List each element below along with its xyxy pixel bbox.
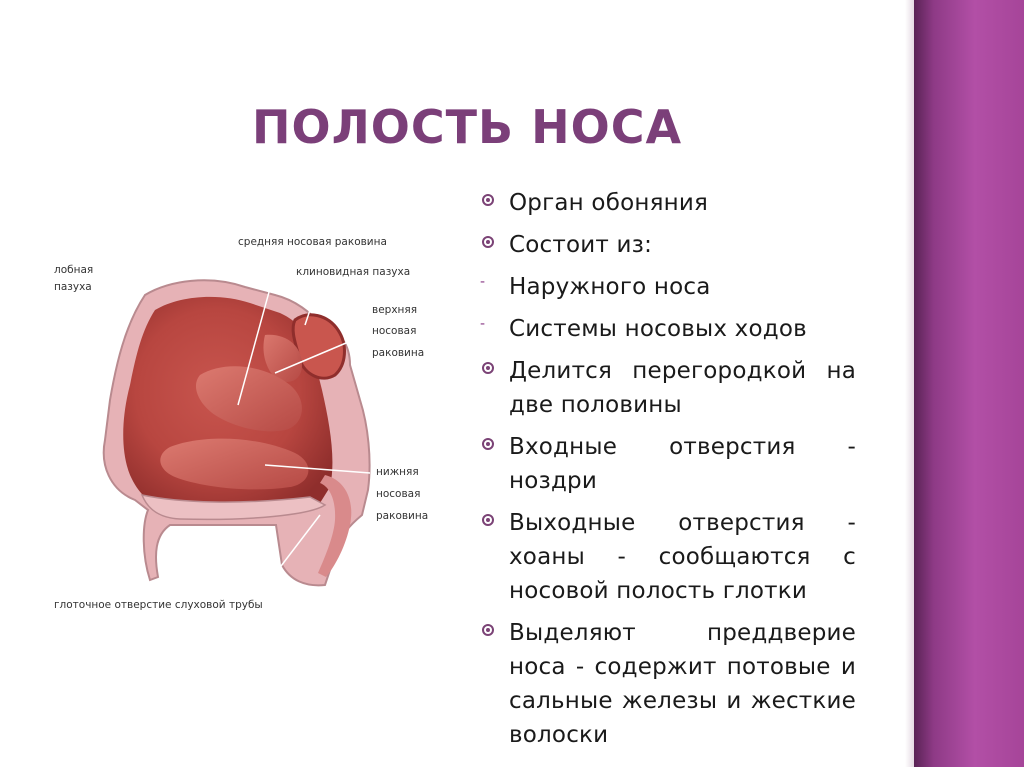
slide-title: ПОЛОСТЬ НОСА bbox=[252, 100, 683, 154]
label-frontal-sinus-2: пазуха bbox=[54, 281, 92, 293]
bullet-dash-icon: - bbox=[480, 316, 486, 332]
bullet-item bbox=[476, 616, 856, 752]
bullet-text: Системы носовых ходов bbox=[509, 316, 807, 342]
bullet-item bbox=[476, 270, 856, 304]
bullet-text: Наружного носа bbox=[509, 274, 711, 300]
bullet-circle-icon bbox=[482, 236, 494, 248]
label-sphenoid-sinus: клиновидная пазуха bbox=[296, 266, 411, 278]
label-auditory-tube: глоточное отверстие слуховой трубы bbox=[54, 599, 263, 611]
bullet-list bbox=[476, 186, 856, 760]
label-upper-concha-3: раковина bbox=[372, 347, 425, 359]
bullet-circle-icon bbox=[482, 194, 494, 206]
bullet-text: Выделяют преддверие носа - содержит потовые и сальные железы и жесткие волоски bbox=[509, 620, 856, 748]
bullet-item bbox=[476, 354, 856, 422]
label-middle-concha: средняя носовая раковина bbox=[238, 236, 387, 248]
label-upper-concha-2: носовая bbox=[372, 325, 417, 337]
nasal-cavity-diagram bbox=[50, 225, 460, 625]
label-upper-concha-1: верхняя bbox=[372, 304, 418, 316]
bullet-item bbox=[476, 506, 856, 608]
bullet-text: Состоит из: bbox=[509, 232, 653, 258]
bullet-item bbox=[476, 186, 856, 220]
bullet-dash-icon: - bbox=[480, 274, 486, 290]
label-lower-concha-3: раковина bbox=[376, 510, 429, 522]
bullet-circle-icon bbox=[482, 624, 494, 636]
bullet-item bbox=[476, 228, 856, 262]
label-frontal-sinus-1: лобная bbox=[54, 264, 94, 276]
bullet-text: Выходные отверстия - хоаны - сообщаются с носовой полость глотки bbox=[509, 510, 856, 604]
bullet-item bbox=[476, 430, 856, 498]
bullet-item bbox=[476, 312, 856, 346]
bullet-circle-icon bbox=[482, 438, 494, 450]
nasal-cavity-illustration bbox=[50, 225, 460, 625]
bullet-text: Орган обоняния bbox=[509, 190, 709, 216]
bullet-text: Входные отверстия - ноздри bbox=[509, 434, 856, 494]
label-lower-concha-1: нижняя bbox=[376, 466, 419, 478]
right-decorative-band bbox=[914, 0, 1024, 767]
label-lower-concha-2: носовая bbox=[376, 488, 421, 500]
bullet-circle-icon bbox=[482, 362, 494, 374]
bullet-circle-icon bbox=[482, 514, 494, 526]
bullet-text: Делится перегородкой на две половины bbox=[509, 358, 856, 418]
